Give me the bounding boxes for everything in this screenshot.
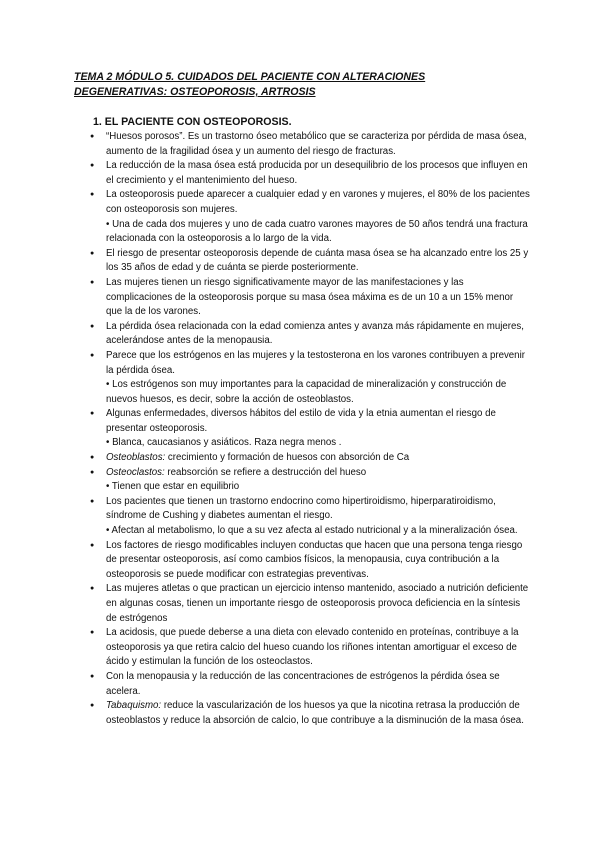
list-item-text: La pérdida ósea relacionada con la edad comienza antes y avanza más rápidamente en mujeres, acelerándose antes de la menopausia. xyxy=(106,320,524,347)
list-item-subpoint: • Una de cada dos mujeres y uno de cada cuatro varones mayores de 50 años tendrá una fractura relacionada con la osteoporosis a lo largo de la vida. xyxy=(106,218,528,245)
list-item-text: “Huesos porosos”. Es un trastorno óseo metabólico que se caracteriza por pérdida de masa ósea, aumento de la fragilidad ósea y un aumento del riesgo de fracturas. xyxy=(106,131,527,157)
list-item-text: Los factores de riesgo modificables incluyen conductas que hacen que una persona tenga riesgo de presentar osteoporosis, así como cambios físicos, la menopausia, cuya contribución a la osteoporosis se puede modificar con estrategias preventivas. xyxy=(106,539,523,580)
list-item-text: La acidosis, que puede deberse a una dieta con elevado contenido en proteínas, contribuye a la osteoporosis ya que retira calcio del hueso cuando los riñones intentan amortiguar el exceso de ácido y estimulan la función de los osteoclastos. xyxy=(106,627,519,668)
list-item-text: Parece que los estrógenos en las mujeres y la testosterona en los varones contribuyen a prevenir la pérdida ósea. xyxy=(106,349,525,376)
list-item xyxy=(90,670,530,699)
list-item xyxy=(90,159,530,188)
list-item-text: La reducción de la masa ósea está producida por un desequilibrio de los procesos que influyen en el crecimiento y el mantenimiento del hueso. xyxy=(106,160,528,186)
list-item xyxy=(90,188,530,246)
list-item xyxy=(90,466,530,495)
document-title xyxy=(74,70,534,100)
list-item xyxy=(90,407,530,451)
list-item xyxy=(90,349,530,407)
list-item-text: reabsorción se refiere a destrucción del hueso xyxy=(164,466,367,478)
list-item xyxy=(90,247,530,276)
bullet-list xyxy=(90,130,530,728)
list-item xyxy=(90,626,530,670)
list-item-text: Algunas enfermedades, diversos hábitos del estilo de vida y la etnia aumentan el riesgo de presentar osteoporosis. xyxy=(106,408,496,434)
list-item-text: Los pacientes que tienen un trastorno endocrino como hipertiroidismo, hiperparatiroidismo, síndrome de Cushing y diabetes aumentan el riesgo. xyxy=(106,495,496,522)
list-item-subpoint: • Tienen que estar en equilibrio xyxy=(106,481,240,493)
list-item xyxy=(90,320,530,349)
title-line-2: DEGENERATIVAS: OSTEOPOROSIS, ARTROSIS xyxy=(74,86,316,98)
list-item-subpoint: • Afectan al metabolismo, lo que a su vez afecta al estado nutricional y a la mineralización ósea. xyxy=(106,525,518,537)
list-item xyxy=(90,451,530,466)
list-item-term: Osteoclastos: xyxy=(106,466,165,478)
section-heading: 1. EL PACIENTE CON OSTEOPOROSIS. xyxy=(93,116,292,128)
list-item xyxy=(90,130,530,159)
list-item-text: crecimiento y formación de huesos con absorción de Ca xyxy=(165,452,410,464)
list-item-text: Las mujeres atletas o que practican un ejercicio intenso mantenido, asociado a nutrición deficiente en algunas cosas, tienen un importante riesgo de osteoporosis provoca deficiencia en la síntesis de estrógenos xyxy=(106,583,529,624)
list-item-text: El riesgo de presentar osteoporosis depende de cuánta masa ósea se ha alcanzado entre los 25 y los 35 años de edad y de cuánta se pierde posteriormente. xyxy=(106,247,529,274)
list-item-term: Osteoblastos: xyxy=(106,452,166,464)
title-line-1: TEMA 2 MÓDULO 5. CUIDADOS DEL PACIENTE CON ALTERACIONES xyxy=(74,71,426,83)
list-item-subpoint: • Los estrógenos son muy importantes para la capacidad de mineralización y construcción de nuevos huesos, es decir, sobre la acción de osteoblastos. xyxy=(106,379,507,405)
list-item-text: Las mujeres tienen un riesgo significativamente mayor de las manifestaciones y las complicaciones de la osteoporosis porque su masa ósea máxima es de un 10 a un 15% menor que la de los varones. xyxy=(106,276,514,318)
list-item xyxy=(90,495,530,539)
list-item xyxy=(90,539,530,583)
list-item xyxy=(90,699,530,728)
list-item xyxy=(90,276,530,320)
list-item-term: Tabaquismo: xyxy=(106,700,162,712)
list-item-subpoint: • Blanca, caucasianos y asiáticos. Raza negra menos . xyxy=(106,437,342,449)
list-item xyxy=(90,582,530,626)
list-item-text: La osteoporosis puede aparecer a cualquier edad y en varones y mujeres, el 80% de los pacientes con osteoporosis son mujeres. xyxy=(106,189,530,215)
list-item-text: Con la menopausia y la reducción de las concentraciones de estrógenos la pérdida ósea se acelera. xyxy=(106,670,500,697)
list-item-text: reduce la vascularización de los huesos ya que la nicotina retrasa la producción de osteoblastos y reduce la absorción de calcio, lo que contribuye a la disminución de la masa ósea. xyxy=(106,700,524,726)
